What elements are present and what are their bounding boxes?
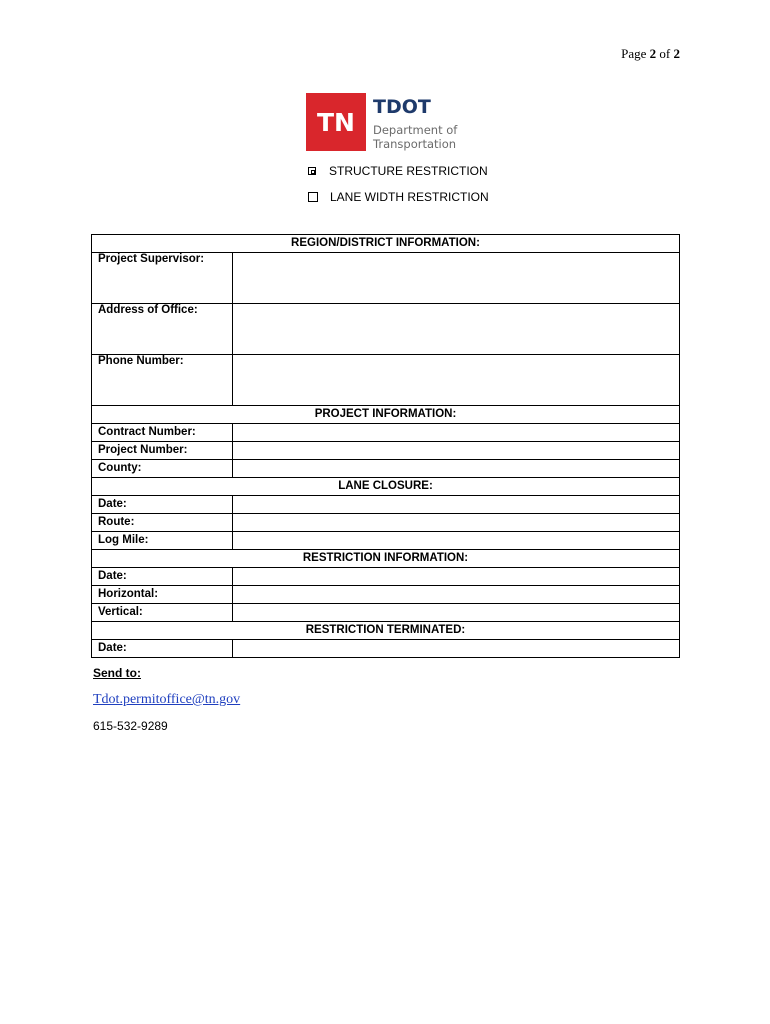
- contract-number-field[interactable]: [233, 424, 680, 442]
- project-number-field[interactable]: [233, 442, 680, 460]
- phone-number-label: Phone Number:: [92, 355, 233, 406]
- contact-phone: 615-532-9289: [93, 719, 168, 733]
- page-number: Page 2 of 2: [621, 46, 680, 61]
- region-district-header: REGION/DISTRICT INFORMATION:: [92, 235, 680, 253]
- project-supervisor-label: Project Supervisor:: [92, 253, 233, 304]
- project-number-label: Project Number:: [92, 442, 233, 460]
- structure-restriction-option[interactable]: [308, 164, 488, 178]
- project-supervisor-field[interactable]: [233, 253, 680, 304]
- send-to-label: Send to:: [93, 666, 141, 680]
- contract-number-label: Contract Number:: [92, 424, 233, 442]
- logo-subtitle: Department of Transportation: [373, 123, 458, 151]
- tn-logo-box: TN: [306, 93, 366, 151]
- horizontal-label: Horizontal:: [92, 586, 233, 604]
- log-mile-label: Log Mile:: [92, 532, 233, 550]
- lane-width-restriction-label: LANE WIDTH RESTRICTION: [330, 190, 489, 204]
- project-information-header: PROJECT INFORMATION:: [92, 406, 680, 424]
- vertical-label: Vertical:: [92, 604, 233, 622]
- structure-restriction-checkbox[interactable]: [308, 167, 316, 175]
- lane-closure-header: LANE CLOSURE:: [92, 478, 680, 496]
- lane-date-field[interactable]: [233, 496, 680, 514]
- horizontal-field[interactable]: [233, 586, 680, 604]
- lane-date-label: Date:: [92, 496, 233, 514]
- county-field[interactable]: [233, 460, 680, 478]
- terminated-date-field[interactable]: [233, 640, 680, 658]
- structure-restriction-label: STRUCTURE RESTRICTION: [329, 164, 488, 178]
- restriction-information-header: RESTRICTION INFORMATION:: [92, 550, 680, 568]
- lane-width-restriction-option[interactable]: [308, 190, 489, 204]
- logo-name: TDOT: [373, 96, 431, 118]
- permit-form-table: [91, 234, 680, 658]
- address-of-office-label: Address of Office:: [92, 304, 233, 355]
- email-link[interactable]: Tdot.permitoffice@tn.gov: [93, 692, 241, 707]
- address-of-office-field[interactable]: [233, 304, 680, 355]
- restriction-date-label: Date:: [92, 568, 233, 586]
- restriction-date-field[interactable]: [233, 568, 680, 586]
- lane-width-restriction-checkbox[interactable]: [308, 192, 318, 202]
- county-label: County:: [92, 460, 233, 478]
- phone-number-field[interactable]: [233, 355, 680, 406]
- log-mile-field[interactable]: [233, 532, 680, 550]
- terminated-date-label: Date:: [92, 640, 233, 658]
- vertical-field[interactable]: [233, 604, 680, 622]
- restriction-terminated-header: RESTRICTION TERMINATED:: [92, 622, 680, 640]
- tdot-logo: [306, 93, 476, 151]
- route-field[interactable]: [233, 514, 680, 532]
- route-label: Route:: [92, 514, 233, 532]
